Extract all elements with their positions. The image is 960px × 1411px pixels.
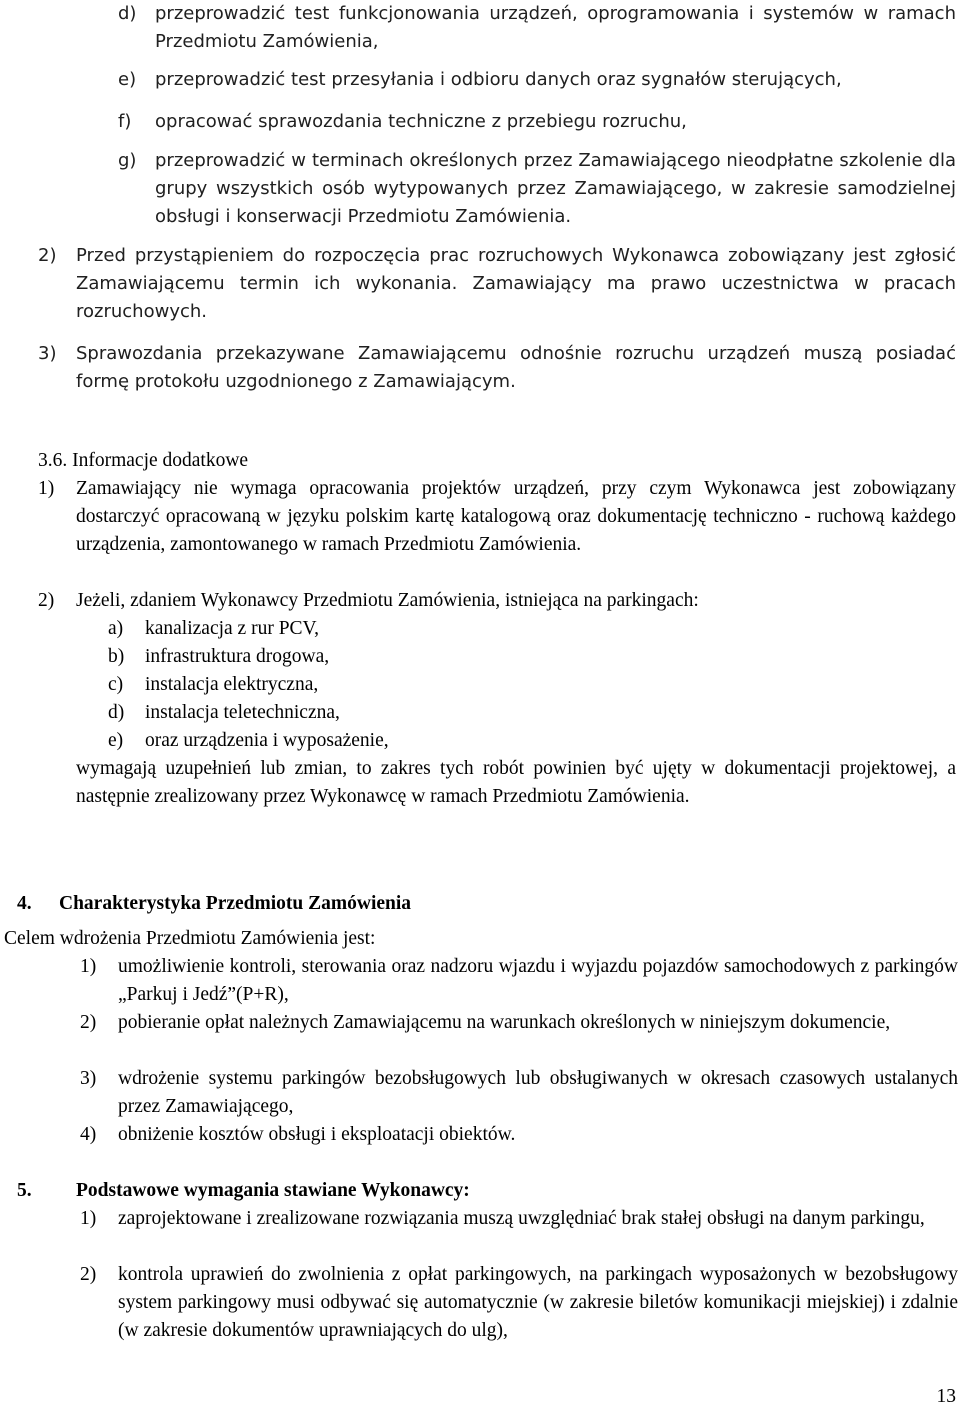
subitem-label: e) <box>108 730 124 751</box>
point-text: Przed przystąpieniem do rozpoczęcia prac rozruchowych Wykonawca zobowiązany jest zgłosić Zamawiającemu termin ich wykonania. Zamawiający ma prawo uczestnictwa w pracach rozruchowych. <box>76 245 956 322</box>
point-label: 1) <box>38 478 55 499</box>
paragraph-text: wymagają uzupełnień lub zmian, to zakres tych robót powinien być ujęty w dokumentacji projektowej, a następnie zrealizowany przez Wykonawcę w ramach Przedmiotu Zamówienia. <box>76 758 956 807</box>
point-text: zaprojektowane i zrealizowane rozwiązania muszą uwzględniać brak stałej obsługi na danym parkingu, <box>118 1208 925 1229</box>
list-item-text: opracować sprawozdania techniczne z przebiegu rozruchu, <box>155 111 687 132</box>
point-label: 3) <box>38 343 57 364</box>
point-text: kontrola uprawień do zwolnienia z opłat parkingowych, na parkingach wyposażonych w bezobsługowy system parkingowy musi odbywać się automatycznie (w zakresie biletów komunikacji miejskiej) i zdalnie (w zakresie dokumentów uprawniających do ulg), <box>118 1264 958 1341</box>
section-intro: Celem wdrożenia Przedmiotu Zamówienia jest: <box>4 928 376 949</box>
subitem-label: c) <box>108 674 124 695</box>
point-label: 2) <box>80 1264 97 1285</box>
section-heading-3-6: 3.6. Informacje dodatkowe <box>38 450 249 471</box>
section-title: Charakterystyka Przedmiotu Zamówienia <box>59 893 412 914</box>
list-item-text: przeprowadzić test przesyłania i odbioru danych oraz sygnałów sterujących, <box>155 69 842 90</box>
subitem-text: oraz urządzenia i wyposażenie, <box>145 730 389 751</box>
section-title: Podstawowe wymagania stawiane Wykonawcy: <box>76 1180 470 1201</box>
subitem-text: kanalizacja z rur PCV, <box>145 618 319 639</box>
point-text: Jeżeli, zdaniem Wykonawcy Przedmiotu Zamówienia, istniejąca na parkingach: <box>76 590 699 611</box>
point-text: Zamawiający nie wymaga opracowania projektów urządzeń, przy czym Wykonawca jest zobowiązany dostarczyć opracowaną w języku polskim kartę katalogową oraz dokumentację techniczno - ruchową każdego urządzenia, zamontowanego w ramach Przedmiotu Zamówienia. <box>76 478 956 555</box>
subitem-label: a) <box>108 618 124 639</box>
point-label: 2) <box>38 590 55 611</box>
point-text: pobieranie opłat należnych Zamawiającemu na warunkach określonych w niniejszym dokumencie, <box>118 1012 891 1033</box>
point-text: umożliwienie kontroli, sterowania oraz nadzoru wjazdu i wyjazdu pojazdów samochodowych z parkingów „Parkuj i Jedź”(P+R), <box>118 956 958 1005</box>
point-label: 1) <box>80 956 97 977</box>
subitem-text: instalacja teletechniczna, <box>145 702 340 723</box>
point-text: obniżenie kosztów obsługi i eksploatacji obiektów. <box>118 1124 516 1145</box>
point-label: 1) <box>80 1208 97 1229</box>
section-number: 5. <box>17 1180 32 1201</box>
section-number: 4. <box>17 893 32 914</box>
list-item-label: e) <box>118 69 137 90</box>
subitem-label: b) <box>108 646 125 667</box>
subitem-text: infrastruktura drogowa, <box>145 646 330 667</box>
subitem-label: d) <box>108 702 125 723</box>
list-item-text: przeprowadzić w terminach określonych przez Zamawiającego nieodpłatne szkolenie dla grupy wszystkich osób wytypowanych przez Zamawiającego, w zakresie samodzielnej obsługi i konserwacji Przedmiotu Zamówienia. <box>155 150 956 227</box>
point-label: 3) <box>80 1068 97 1089</box>
subitem-text: instalacja elektryczna, <box>145 674 319 695</box>
page-number: 13 <box>936 1386 956 1407</box>
list-item-label: f) <box>118 111 132 132</box>
list-item-text: przeprowadzić test funkcjonowania urządzeń, oprogramowania i systemów w ramach Przedmiotu Zamówienia, <box>155 3 956 52</box>
point-text: Sprawozdania przekazywane Zamawiającemu odnośnie rozruchu urządzeń muszą posiadać formę protokołu uzgodnionego z Zamawiającym. <box>76 343 956 392</box>
list-item-label: g) <box>118 150 137 171</box>
point-label: 2) <box>80 1012 97 1033</box>
list-item-label: d) <box>118 3 137 24</box>
point-text: wdrożenie systemu parkingów bezobsługowych lub obsługiwanych w okresach czasowych ustalanych przez Zamawiającego, <box>118 1068 958 1117</box>
point-label: 2) <box>38 245 57 266</box>
point-label: 4) <box>80 1124 97 1145</box>
